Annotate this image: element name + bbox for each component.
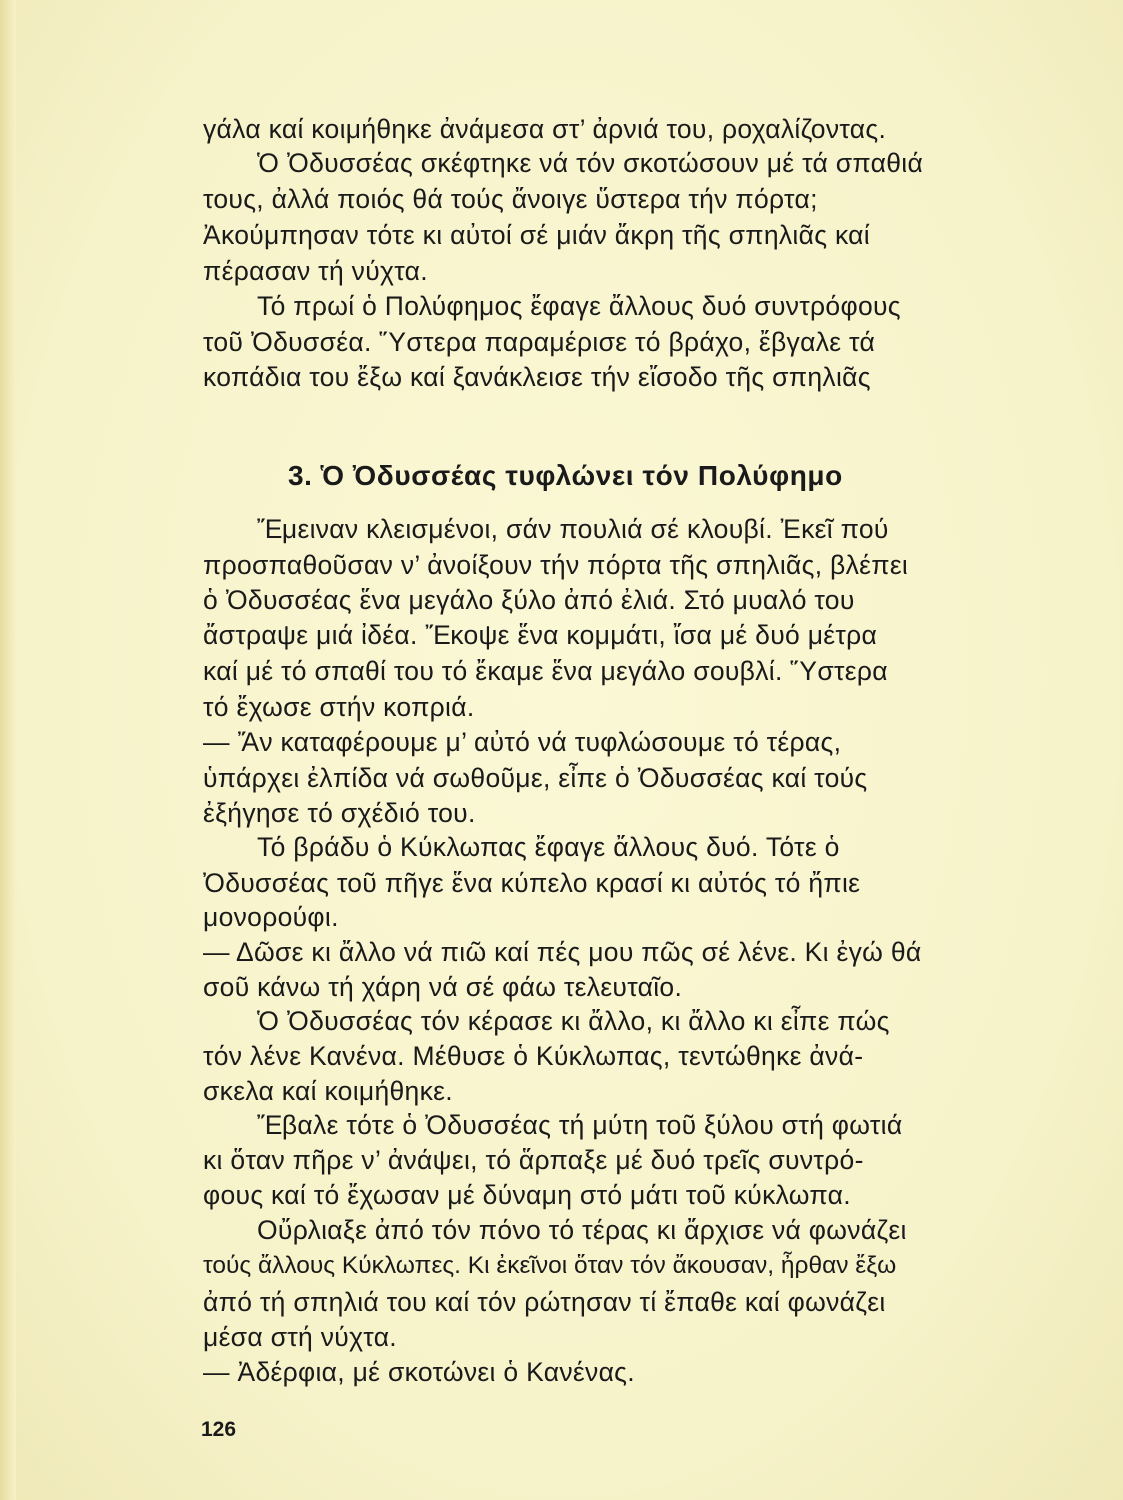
text-line: ὑπάρχει ἐλπίδα νά σωθοῦμε, εἶπε ὁ Ὀδυσσέας καί τούς: [203, 763, 868, 793]
text-line: τό ἔχωσε στήν κοπριά.: [203, 692, 475, 722]
text-line: Τό πρωί ὁ Πολύφημος ἔφαγε ἄλλους δυό συντρόφους: [257, 291, 901, 321]
text-line: σκελα καί κοιμήθηκε.: [203, 1076, 453, 1106]
text-line: κι ὅταν πῆρε ν’ ἀνάψει, τό ἅρπαξε μέ δυό τρεῖς συντρό-: [203, 1145, 864, 1175]
text-line: Ἔβαλε τότε ὁ Ὀδυσσέας τή μύτη τοῦ ξύλου στή φωτιά: [257, 1110, 903, 1140]
text-line: γάλα καί κοιμήθηκε ἀνάμεσα στ’ ἀρνιά του, ροχαλίζοντας.: [203, 114, 887, 144]
text-line: μονορούφι.: [203, 902, 339, 932]
text-line: Τό βράδυ ὁ Κύκλωπας ἔφαγε ἄλλους δυό. Τότε ὁ: [257, 832, 840, 862]
text-line: ἀπό τή σπηλιά του καί τόν ρώτησαν τί ἔπαθε καί φωνάζει: [203, 1287, 886, 1317]
text-line: ἄστραψε μιά ἰδέα. Ἔκοψε ἕνα κομμάτι, ἴσα μέ δυό μέτρα: [203, 620, 878, 650]
text-line: τους, ἀλλά ποιός θά τούς ἄνοιγε ὕστερα τήν πόρτα;: [203, 184, 818, 214]
text-line: κοπάδια του ἔξω καί ξανάκλεισε τήν εἴσοδο τῆς σπηλιᾶς: [203, 362, 871, 392]
text-line: — Ἀδέρφια, μέ σκοτώνει ὁ Κανένας.: [203, 1357, 635, 1387]
text-line: τοῦ Ὀδυσσέα. Ὕστερα παραμέρισε τό βράχο, ἔβγαλε τά: [203, 327, 876, 357]
text-line: Ὁ Ὀδυσσέας σκέφτηκε νά τόν σκοτώσουν μέ τά σπαθιά: [257, 148, 924, 178]
text-line: ὁ Ὀδυσσέας ἕνα μεγάλο ξύλο ἀπό ἐλιά. Στό μυαλό του: [203, 585, 855, 615]
text-line: Οὔρλιαξε ἀπό τόν πόνο τό τέρας κι ἄρχισε νά φωνάζει: [257, 1215, 907, 1245]
text-line: Ὁ Ὀδυσσέας τόν κέρασε κι ἄλλο, κι ἄλλο κι εἶπε πώς: [257, 1006, 890, 1036]
text-line: τούς ἄλλους Κύκλωπες. Κι ἐκεῖνοι ὅταν τόν ἄκουσαν, ἦρθαν ἔξω: [203, 1252, 897, 1279]
text-line: πέρασαν τή νύχτα.: [203, 256, 428, 286]
text-line: μέσα στή νύχτα.: [203, 1322, 397, 1352]
text-line: — Ἄν καταφέρουμε μ’ αὐτό νά τυφλώσουμε τό τέρας,: [203, 727, 842, 757]
text-line: Ἔμειναν κλεισμένοι, σάν πουλιά σέ κλουβί. Ἐκεῖ πού: [257, 514, 889, 544]
text-line: Ὀδυσσέας τοῦ πῆγε ἕνα κύπελο κρασί κι αὐτός τό ἤπιε: [203, 868, 861, 898]
page-edge-shadow: [0, 0, 16, 1500]
text-line: καί μέ τό σπαθί του τό ἔκαμε ἕνα μεγάλο σουβλί. Ὕστερα: [203, 656, 888, 686]
page-number: 126: [201, 1418, 237, 1441]
text-line: τόν λένε Κανένα. Μέθυσε ὁ Κύκλωπας, τεντώθηκε ἀνά-: [203, 1041, 864, 1071]
section-heading: 3. Ὁ Ὀδυσσέας τυφλώνει τόν Πολύφημο: [288, 460, 843, 491]
text-line: — Δῶσε κι ἄλλο νά πιῶ καί πές μου πῶς σέ λένε. Κι ἐγώ θά: [203, 937, 922, 967]
text-line: σοῦ κάνω τή χάρη νά σέ φάω τελευταῖο.: [203, 972, 683, 1002]
text-line: ἐξήγησε τό σχέδιό του.: [203, 798, 476, 828]
text-line: Ἀκούμπησαν τότε κι αὐτοί σέ μιάν ἄκρη τῆς σπηλιᾶς καί: [203, 220, 870, 250]
text-line: προσπαθοῦσαν ν’ ἀνοίξουν τήν πόρτα τῆς σπηλιᾶς, βλέπει: [203, 550, 909, 580]
text-line: φους καί τό ἔχωσαν μέ δύναμη στό μάτι τοῦ κύκλωπα.: [203, 1180, 851, 1210]
